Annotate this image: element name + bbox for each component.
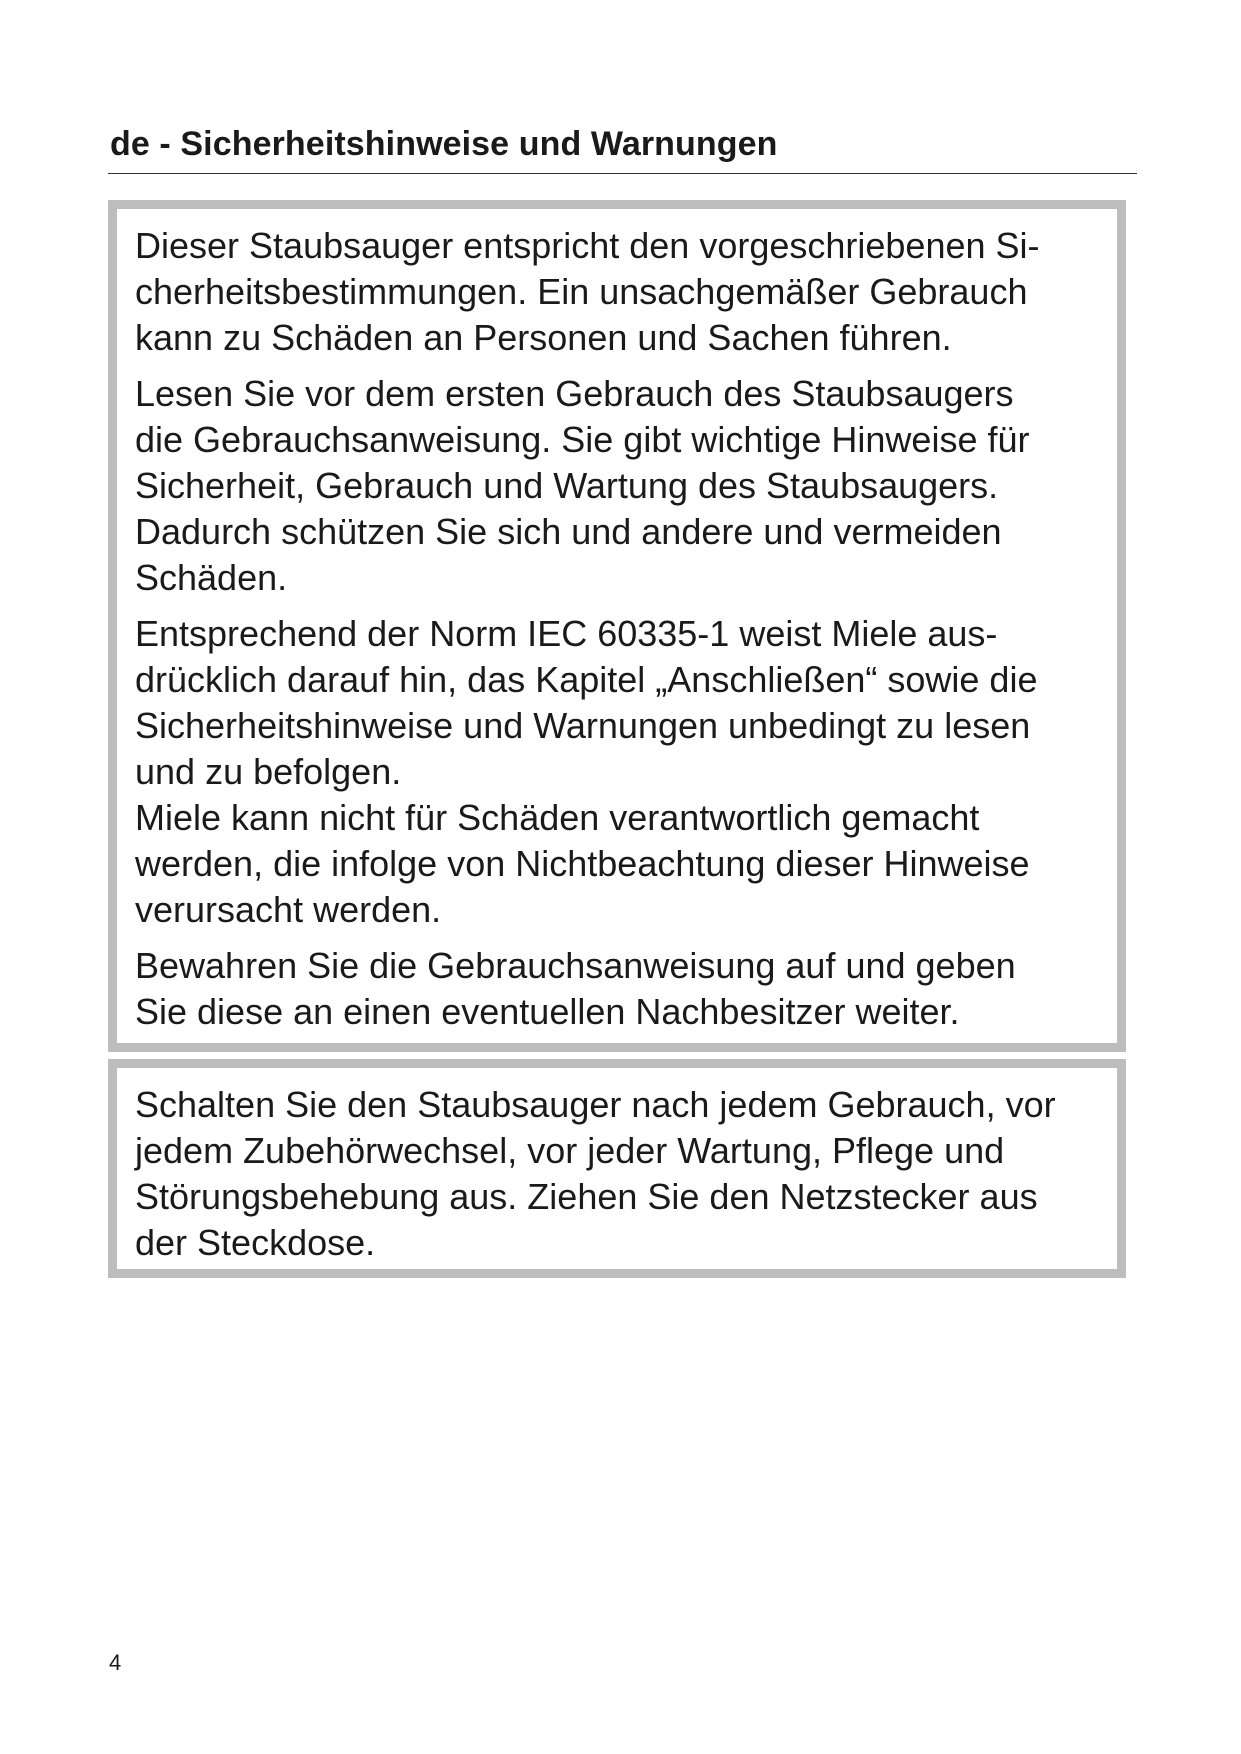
warning-paragraph-switch-off: Schalten Sie den Staubsauger nach jedem Gebrauch, vor jedem Zubehörwechsel, vor jeder Wartung, Pflege und Störungsbehebung aus. Ziehen Sie den Netzstecker aus der Steckdose.: [135, 1084, 1056, 1263]
safety-notice-box: [108, 200, 1126, 1052]
page-number: 4: [109, 1650, 122, 1675]
notice-paragraph-liability: Miele kann nicht für Schäden verantwortlich gemacht werden, die infolge von Nichtbeachtung dieser Hinweise verursacht werden.: [135, 797, 1030, 930]
switch-off-warning-box: [108, 1059, 1126, 1278]
title-divider: [108, 173, 1137, 174]
notice-paragraph-keep-manual: Bewahren Sie die Gebrauchsanweisung auf und geben Sie diese an einen eventuellen Nachbesitzer weiter.: [135, 945, 1016, 1032]
notice-paragraph-conformity: Dieser Staubsauger entspricht den vorgeschriebenen Si- cherheitsbestimmungen. Ein unsachgemäßer Gebrauch kann zu Schäden an Personen und Sachen führen.: [135, 225, 1040, 358]
page-title: de - Sicherheitshinweise und Warnungen: [110, 125, 778, 163]
notice-paragraph-read-manual: Lesen Sie vor dem ersten Gebrauch des Staubsaugers die Gebrauchsanweisung. Sie gibt wichtige Hinweise für Sicherheit, Gebrauch und Wartung des Staubsaugers. Dadurch schützen Sie sich und andere und vermeiden Schäden.: [135, 373, 1030, 598]
notice-paragraph-norm: Entsprechend der Norm IEC 60335-1 weist Miele aus- drücklich darauf hin, das Kapitel „Anschließen“ sowie die Sicherheitshinweise und Warnungen unbedingt zu lesen und zu befolgen.: [135, 613, 1038, 792]
